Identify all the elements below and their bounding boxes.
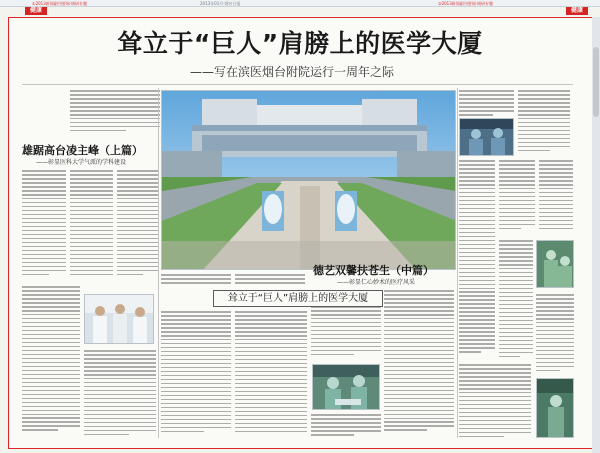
scrollbar[interactable] [592, 17, 600, 453]
right-col-top [518, 90, 570, 156]
column-rule-right [457, 88, 458, 438]
surgery-photo-mid [312, 364, 380, 410]
viewer-toolbar [0, 0, 600, 7]
hospital-photo [161, 90, 456, 270]
article-headline: 耸立于“巨人”肩膀上的医学大厦 [117, 29, 483, 58]
mid-col-a [161, 311, 231, 439]
section2-subtitle: ——彰显仁心妙术的医疗风采 [337, 279, 416, 286]
left-bottom-col-b [84, 350, 156, 440]
section-badge-left: 健康 [25, 7, 47, 15]
article-subhead: ——写在滨医烟台附院运行一周年之际 [190, 65, 395, 79]
surgery-photo-right-bottom [536, 378, 574, 438]
toolbar-left-link[interactable]: ①2013新闻副刊要闻·调研专题 [32, 1, 88, 6]
right-col-b [499, 160, 535, 234]
column-rule-left [158, 88, 159, 438]
hospital-building-image [162, 91, 456, 270]
headline-rule [22, 84, 573, 85]
left-col-b [70, 170, 113, 280]
left-bottom-col-a [22, 286, 80, 436]
right-lead-a [459, 90, 514, 118]
mid-col-lead-b [235, 274, 305, 288]
medical-staff-photo [84, 294, 154, 344]
surgery-photo-right-mid [536, 240, 574, 288]
section1-subtitle: ——彰显医科大学气派的学科建设 [36, 159, 127, 166]
left-col-a [22, 170, 66, 280]
toolbar-center-text: 2013年01月·烟台日报 [200, 1, 241, 6]
mid-col-lead-a [161, 274, 231, 288]
intro-text [70, 90, 160, 138]
right-col-b2 [499, 240, 533, 360]
mid-col-b [235, 311, 307, 439]
section-badge-right: 健康 [566, 7, 588, 15]
surgery-photo-right-top [459, 118, 514, 156]
toolbar-right-link[interactable]: ②2013新闻副刊要闻·调研专题 [438, 1, 494, 6]
mid-col-c-tail [311, 414, 381, 440]
section2-title: 德艺双馨扶苍生（中篇） [313, 264, 434, 277]
scrollbar-thumb[interactable] [593, 47, 599, 117]
right-col-a [459, 160, 495, 360]
section1-title: 雄踞高台凌主峰（上篇） [22, 144, 143, 157]
article-title-tooltip[interactable]: 耸立于“巨人”肩膀上的医学大厦 [213, 290, 383, 307]
right-bottom-col [459, 364, 531, 440]
right-col-c [539, 160, 573, 234]
left-col-c [117, 170, 159, 280]
right-col-c2 [536, 294, 574, 374]
mid-col-d [384, 290, 454, 438]
